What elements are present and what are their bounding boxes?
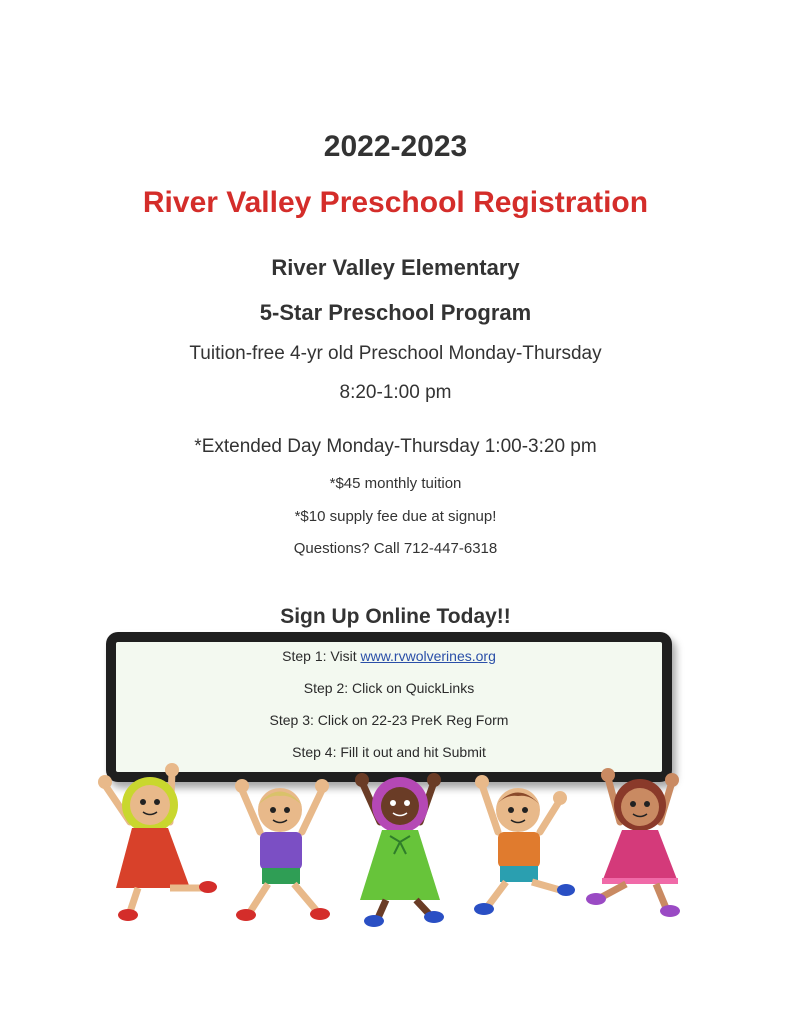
questions-text: Questions? Call 712-447-6318 xyxy=(293,540,498,557)
step-3: Step 3: Click on 22-23 PreK Reg Form xyxy=(269,712,509,728)
kid-2-purple-shirt xyxy=(235,779,330,921)
website-link[interactable]: www.rvwolverines.org xyxy=(360,648,496,664)
step-1-text: Step 1: Visit xyxy=(282,648,361,664)
kid-5-pink-dress xyxy=(586,768,680,917)
children-illustration xyxy=(90,760,710,940)
signup-board-screen xyxy=(116,642,662,772)
kid-3-green-dress xyxy=(355,773,444,927)
step-1 xyxy=(116,648,662,664)
supply-fee-text: *$10 supply fee due at signup! xyxy=(294,508,497,525)
page-title: River Valley Preschool Registration xyxy=(142,186,649,219)
kid-4-orange-shirt xyxy=(474,775,575,915)
hours-text: 8:20-1:00 pm xyxy=(339,382,452,403)
monthly-tuition-text: *$45 monthly tuition xyxy=(329,475,462,492)
tuition-text: Tuition-free 4-yr old Preschool Monday-Thursday xyxy=(189,343,602,364)
kid-1-red-dress xyxy=(98,763,217,921)
step-2: Step 2: Click on QuickLinks xyxy=(303,680,475,696)
step-4: Step 4: Fill it out and hit Submit xyxy=(292,744,486,760)
school-name: River Valley Elementary xyxy=(271,255,520,280)
program-name: 5-Star Preschool Program xyxy=(259,300,532,325)
year-heading: 2022-2023 xyxy=(323,130,468,163)
signup-heading: Sign Up Online Today!! xyxy=(280,605,511,628)
extended-day-text: *Extended Day Monday-Thursday 1:00-3:20 pm xyxy=(194,436,597,457)
